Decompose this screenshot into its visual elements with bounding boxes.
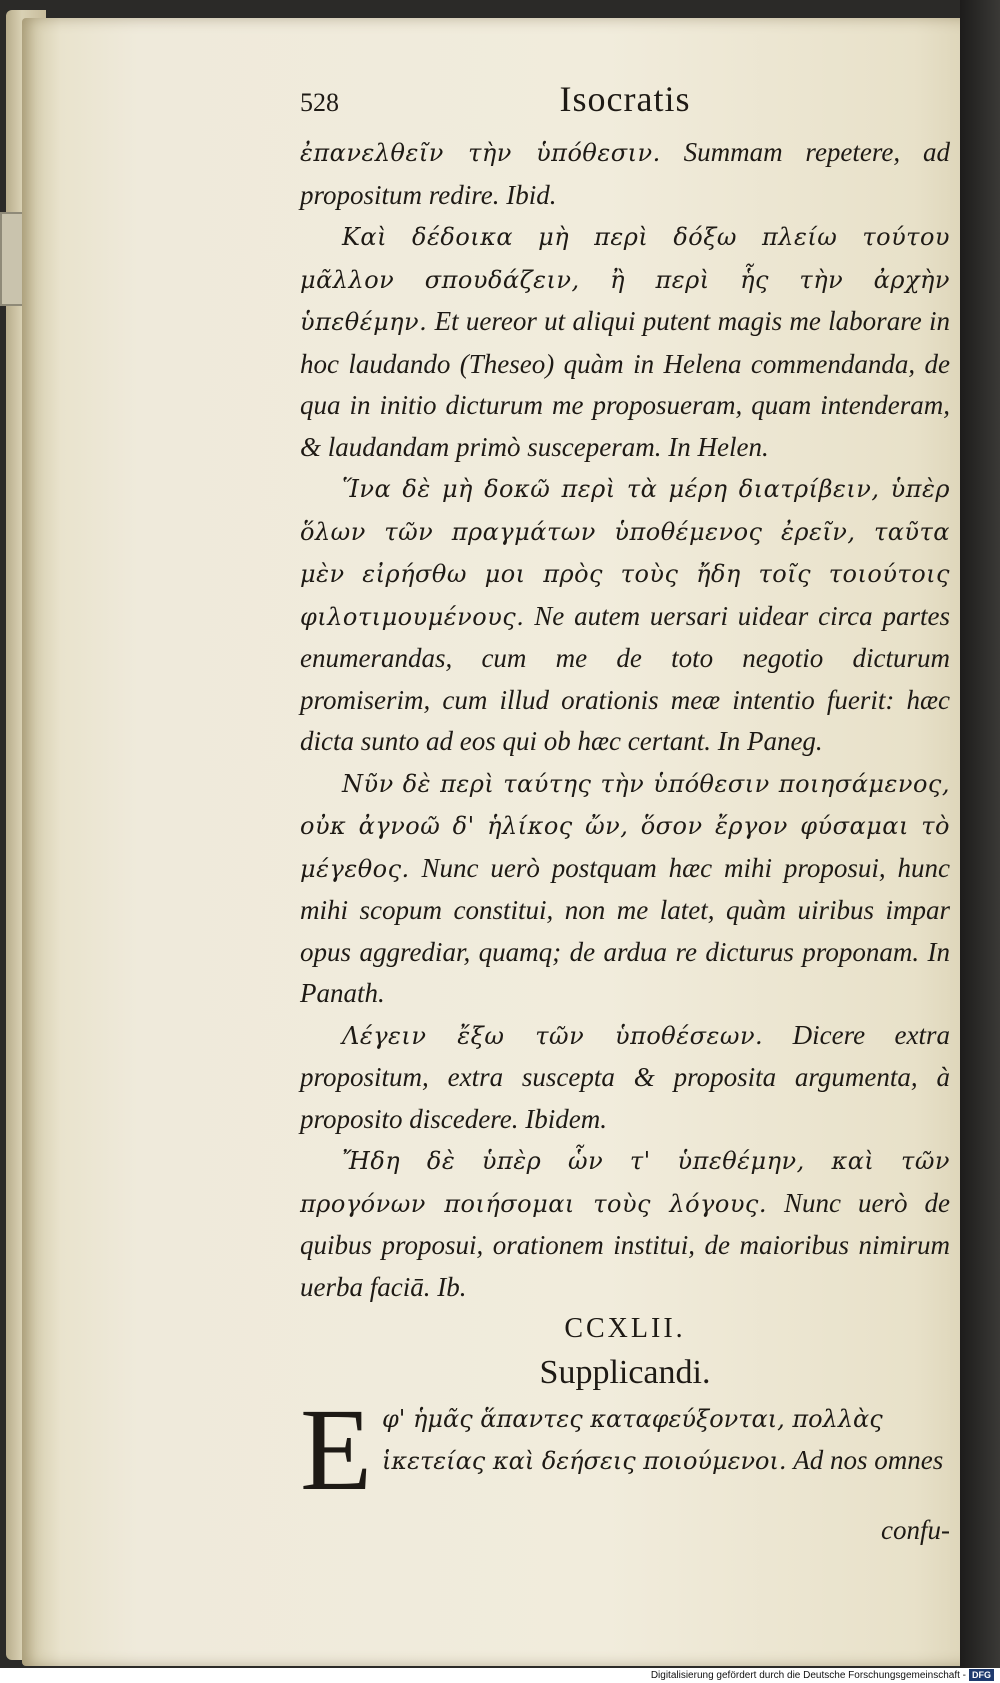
entry	[300, 132, 950, 216]
latin-text: Et uereor ut aliqui putent magis me laborare in hoc laudando (Theseo) quàm in Helena commendanda, de qua in initio dicturum me proposueram, quam intenderam, & laudandam primò susceperam. In Helen.	[300, 306, 950, 462]
footer-credit: Digitalisierung gefördert durch die Deutsche Forschungsgemeinschaft -	[650, 1670, 966, 1681]
page-header	[300, 78, 950, 132]
catchword: confu-	[881, 1515, 950, 1545]
latin-text: Dicere extra propositum, extra suscepta & proposita argumenta, à proposito discedere. Ibidem.	[300, 1019, 950, 1134]
greek-text: Νῦν δὲ περὶ ταύτης τὴν ὑπόθεσιν ποιησάμενος, οὐκ ἀγνοῶ δ' ἡλίκος ὤν, ὅσον ἔργον φύσαμαι τὸ μέγεθος.	[300, 769, 950, 883]
greek-text: ἐπανελθεῖν τὴν ὑπόθεσιν.	[300, 139, 661, 167]
entry	[300, 468, 950, 763]
entry	[300, 216, 950, 468]
latin-text: Ad nos omnes	[786, 1445, 944, 1475]
entry	[300, 763, 950, 1015]
page-text	[300, 78, 950, 1550]
entry	[300, 1384, 950, 1515]
entry	[300, 1140, 950, 1308]
digitization-footer	[0, 1668, 1000, 1683]
greek-text: Ἤδη δὲ ὑπὲρ ὧν τ' ὑπεθέμην, καὶ τῶν προγόνων ποιήσομαι τοὺς λόγους.	[300, 1147, 950, 1218]
greek-text: Καὶ δέδοικα μὴ περὶ δόξω πλείω τούτου μᾶλλον σπουδάζειν, ἢ περὶ ἧς τὴν ἀρχὴν ὑπεθέμην.	[300, 223, 950, 336]
running-head: Isocratis	[559, 79, 691, 119]
greek-text: Ἵνα δὲ μὴ δοκῶ περὶ τὰ μέρη διατρίβειν, ὑπὲρ ὅλων τῶν πραγμάτων ὑποθέμενος ἐρεῖν, ταῦτα μὲν εἰρήσθω μοι πρὸς τοὺς ἤδη τοῖς τοιούτοις φιλοτιμουμένους.	[300, 475, 950, 631]
page-number: 528	[300, 88, 339, 117]
section-number: CCXLII.	[564, 1313, 686, 1344]
latin-text: Summam repetere, ad propositum redire. Ibid.	[300, 137, 950, 210]
greek-text: φ' ἡμᾶς ἅπαντες καταφεύξονται, πολλὰς ἱκετείας καὶ δεήσεις ποιούμενοι.	[382, 1405, 883, 1475]
latin-text: Nunc uerò postquam hæc mihi proposui, hunc mihi scopum constitui, non me latet, quàm uiribus impar opus aggrediar, quamq; de ardua re dicturus proponam. In Panath.	[300, 852, 950, 1008]
page-gutter	[960, 0, 1000, 1668]
dfg-logo: DFG	[969, 1669, 994, 1681]
latin-text: Ne autem uersari uidear circa partes enumerandas, cum me de toto negotio dicturum promiserim, cum illud orationis meæ intentio fuerit: hæc dicta sunto ad eos qui ob hæc certant. In Paneg.	[300, 600, 950, 756]
drop-cap-initial: E	[300, 1384, 373, 1515]
section-title: Supplicandi.	[539, 1354, 711, 1391]
entry	[300, 1015, 950, 1141]
greek-text: Λέγειν ἔξω τῶν ὑποθέσεων.	[342, 1021, 764, 1050]
latin-text: Nunc uerò de quibus proposui, orationem institui, de maioribus nimirum uerba faciā. Ib.	[300, 1187, 950, 1302]
